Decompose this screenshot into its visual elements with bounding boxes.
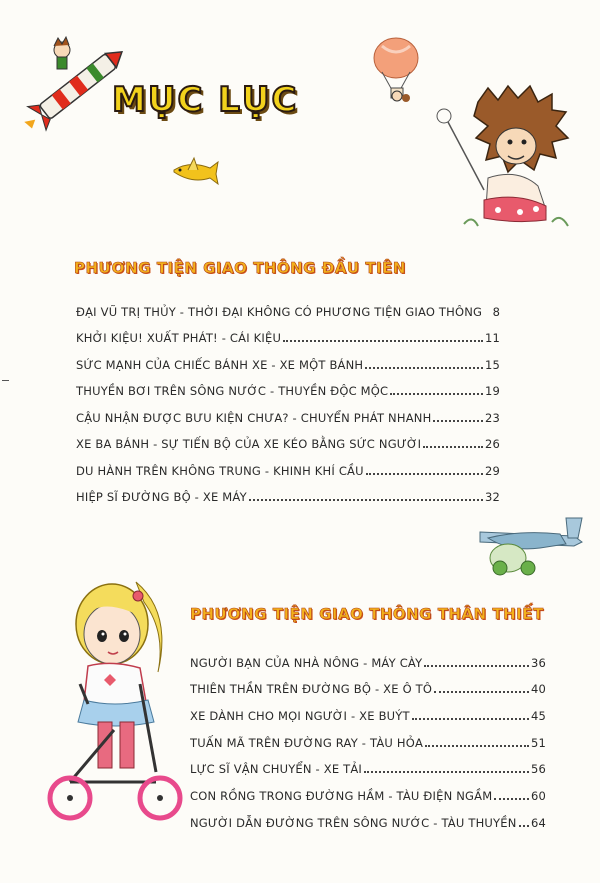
toc-entry-page: 19 <box>484 384 500 398</box>
toc-entry-page: 23 <box>484 410 500 425</box>
toc-entry[interactable] <box>76 478 500 505</box>
toc-entry-page: 64 <box>530 815 546 830</box>
toc-entry[interactable] <box>76 345 500 372</box>
toc-entry-title: THUYỀN BƠI TRÊN SÔNG NƯỚC - THUYỀN ĐỘC MỘC <box>76 384 389 398</box>
toc-entry[interactable] <box>190 723 546 750</box>
toc-entry-title: THIÊN THẦN TRÊN ĐƯỜNG BỘ - XE Ô TÔ <box>190 682 433 697</box>
toc-list-familiar-transport <box>190 643 546 830</box>
toc-entry-page: 36 <box>530 655 546 670</box>
toc-entry[interactable] <box>190 803 546 830</box>
toc-entry-title: KHỞI KIỆU! XUẤT PHÁT! - CÁI KIỆU <box>76 331 282 345</box>
toc-entry-title: NGƯỜI DẪN ĐƯỜNG TRÊN SÔNG NƯỚC - TÀU THUYỀN <box>190 815 517 830</box>
toc-entry-page: 32 <box>484 490 500 504</box>
toc-entry[interactable] <box>76 425 500 452</box>
toc-entry[interactable] <box>190 643 546 670</box>
toc-entry[interactable] <box>190 776 546 803</box>
toc-entry-page: 60 <box>530 789 546 804</box>
toc-entry[interactable] <box>76 398 500 425</box>
toc-entry[interactable] <box>76 292 500 319</box>
toc-entry-page: 29 <box>484 463 500 478</box>
toc-entry-page: 8 <box>492 304 500 319</box>
toc-entry[interactable] <box>190 670 546 697</box>
wild-hair-boy-illustration <box>428 82 588 232</box>
toc-entry[interactable] <box>190 750 546 777</box>
margin-mark <box>2 380 9 381</box>
toc-entry-title: ĐẠI VŨ TRỊ THỦY - THỜI ĐẠI KHÔNG CÓ PHƯƠNG TIỆN GIAO THÔNG <box>76 304 483 319</box>
toc-entry-title: SỨC MẠNH CỦA CHIẾC BÁNH XE - XE MỘT BÁNH <box>76 357 364 372</box>
toc-entry-page: 40 <box>530 682 546 697</box>
toc-entry[interactable] <box>190 696 546 723</box>
toc-entry[interactable] <box>76 372 500 399</box>
toc-entry-title: LỰC SĨ VẬN CHUYỂN - XE TẢI <box>190 762 363 777</box>
toc-entry-title: DU HÀNH TRÊN KHÔNG TRUNG - KHINH KHÍ CẦU <box>76 463 364 478</box>
page-title: MỤC LỤC <box>112 80 299 120</box>
toc-entry[interactable] <box>76 319 500 346</box>
toc-list-first-transport <box>76 292 500 504</box>
toc-entry-page: 11 <box>484 331 500 345</box>
toc-entry-title: TUẤN MÃ TRÊN ĐƯỜNG RAY - TÀU HỎA <box>190 735 424 750</box>
section-heading-familiar-transport: PHƯƠNG TIỆN GIAO THÔNG THÂN THIẾT <box>190 605 544 623</box>
hot-air-balloon-illustration <box>368 36 428 108</box>
toc-entry-page: 15 <box>484 357 500 372</box>
girl-on-bicycle-illustration <box>40 572 190 832</box>
section-heading-first-transport: PHƯƠNG TIỆN GIAO THÔNG ĐẦU TIÊN <box>74 259 406 277</box>
flying-fish-illustration <box>170 158 220 186</box>
toc-entry-title: NGƯỜI BẠN CỦA NHÀ NÔNG - MÁY CÀY <box>190 655 423 670</box>
toc-entry-page: 45 <box>530 709 546 724</box>
toc-entry-page: 56 <box>530 762 546 777</box>
toy-airplane-illustration <box>470 512 588 580</box>
toc-entry-page: 51 <box>530 735 546 750</box>
toc-entry-page: 26 <box>484 437 500 451</box>
toc-entry-title: CẬU NHẬN ĐƯỢC BƯU KIỆN CHƯA? - CHUYỂN PHÁT NHANH <box>76 410 432 425</box>
toc-entry-title: XE DÀNH CHO MỌI NGƯỜI - XE BUÝT <box>190 709 410 724</box>
toc-entry-title: CON RỒNG TRONG ĐƯỜNG HẦM - TÀU ĐIỆN NGẦM <box>190 789 493 804</box>
toc-entry-title: XE BA BÁNH - SỰ TIẾN BỘ CỦA XE KÉO BẰNG SỨC NGƯỜI <box>76 437 422 451</box>
toc-entry-title: HIỆP SĨ ĐƯỜNG BỘ - XE MÁY <box>76 490 247 504</box>
toc-entry[interactable] <box>76 451 500 478</box>
